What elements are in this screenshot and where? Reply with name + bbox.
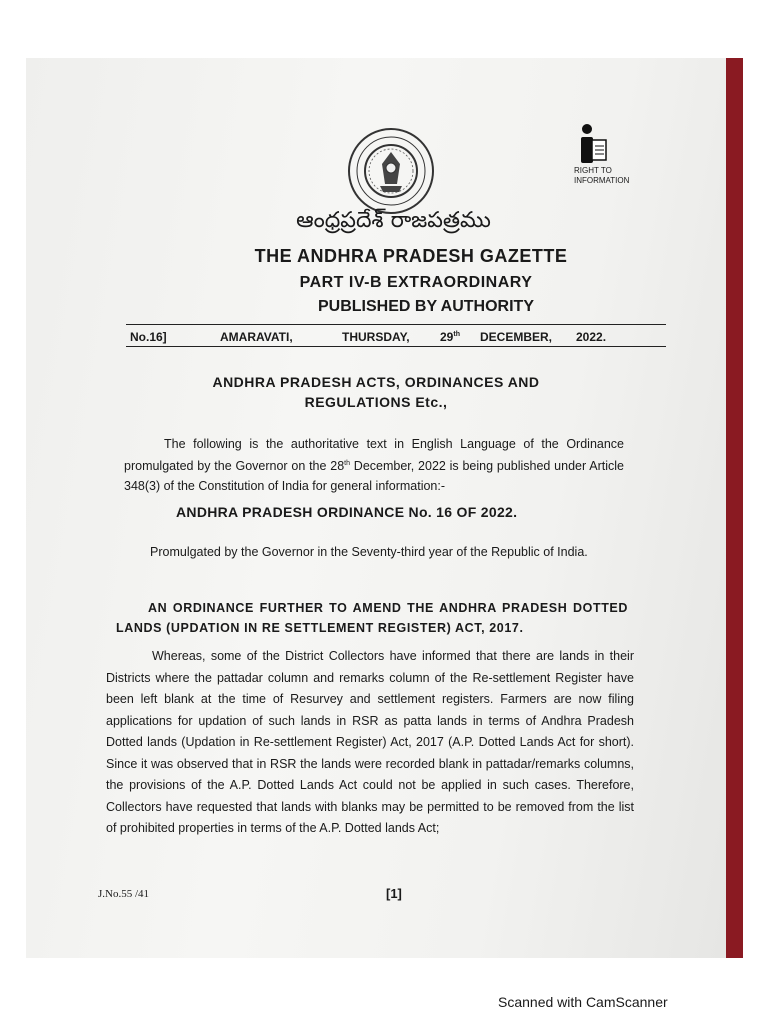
intro-paragraph bbox=[124, 434, 624, 496]
rti-label bbox=[574, 166, 654, 186]
acts-heading-line1: ANDHRA PRADESH ACTS, ORDINANCES AND bbox=[212, 374, 540, 390]
acts-heading-line2: REGULATIONS Etc., bbox=[304, 394, 448, 410]
promulgated-text: Promulgated by the Governor in the Seventy-third year of the Republic of India. bbox=[150, 545, 588, 559]
state-emblem bbox=[348, 128, 434, 214]
body-text: Whereas, some of the District Collectors have informed that there are lands in their Districts where the pattadar column and remarks column of the Re-settlement Register have been left blank at the time of Resurvey and settlement registers. Farmers are now filing applications for updation of such lands in RSR as patta lands in terms of Andhra Pradesh Dotted lands (Updation in Re-settlement Register) Act, 2017 (A.P. Dotted Lands Act for short). Since it was observed that in RSR the lands were recorded blank in pattadar/remarks columns, the provisions of the A.P. Dotted Lands Act could not be applied in such cases. Therefore, Collectors have requested that lands with blanks may be permitted to be removed from the list of prohibited properties in terms of the A.P. Dotted lands Act; bbox=[106, 649, 634, 835]
rti-label-line2: INFORMATION bbox=[574, 176, 630, 185]
issue-day: THURSDAY, bbox=[342, 330, 410, 344]
issue-date-day: 29 bbox=[440, 330, 454, 344]
intro-sup: th bbox=[344, 460, 350, 467]
amend-title bbox=[116, 598, 628, 638]
journal-number: J.No.55 /41 bbox=[98, 888, 150, 900]
amend-title-text: AN ORDINANCE FURTHER TO AMEND THE ANDHRA PRADESH DOTTED LANDS (UPDATION IN RE SETTLEMENT REGISTER) ACT, 2017. bbox=[116, 601, 628, 635]
part-label: PART IV-B EXTRAORDINARY bbox=[299, 274, 533, 291]
scanner-watermark: Scanned with CamScanner bbox=[498, 994, 668, 1010]
rti-label-line1: RIGHT TO bbox=[574, 166, 612, 175]
issue-date bbox=[440, 330, 460, 344]
issue-month: DECEMBER, bbox=[480, 330, 553, 344]
header-rule-top bbox=[126, 324, 666, 325]
header-rule-bottom bbox=[126, 346, 666, 347]
gazette-page bbox=[26, 58, 726, 958]
telugu-title: ఆంధ్రప్రదేశ్ రాజపత్రము bbox=[296, 208, 491, 233]
body-paragraph bbox=[106, 646, 634, 840]
published-by-authority: PUBLISHED BY AUTHORITY bbox=[317, 298, 534, 315]
ordinance-title: ANDHRA PRADESH ORDINANCE No. 16 OF 2022. bbox=[176, 504, 518, 520]
scan-area bbox=[26, 58, 743, 958]
issue-number: No.16] bbox=[130, 330, 167, 344]
promulgated-paragraph bbox=[116, 542, 626, 562]
gazette-title: THE ANDHRA PRADESH GAZETTE bbox=[254, 246, 568, 266]
issue-place: AMARAVATI, bbox=[220, 330, 293, 344]
issue-year: 2022. bbox=[576, 330, 607, 344]
acts-heading bbox=[186, 372, 566, 412]
intro-text-2: December, 2022 is being published under Article 348(3) of the Constitution of India for general information:- bbox=[124, 459, 624, 494]
intro-text-1: The following is the authoritative text in English Language of the Ordinance promulgated by the Governor on the 28 bbox=[124, 437, 624, 474]
issue-date-suffix: th bbox=[453, 331, 460, 338]
rti-icon bbox=[578, 122, 608, 172]
page-number: [1] bbox=[386, 886, 402, 901]
